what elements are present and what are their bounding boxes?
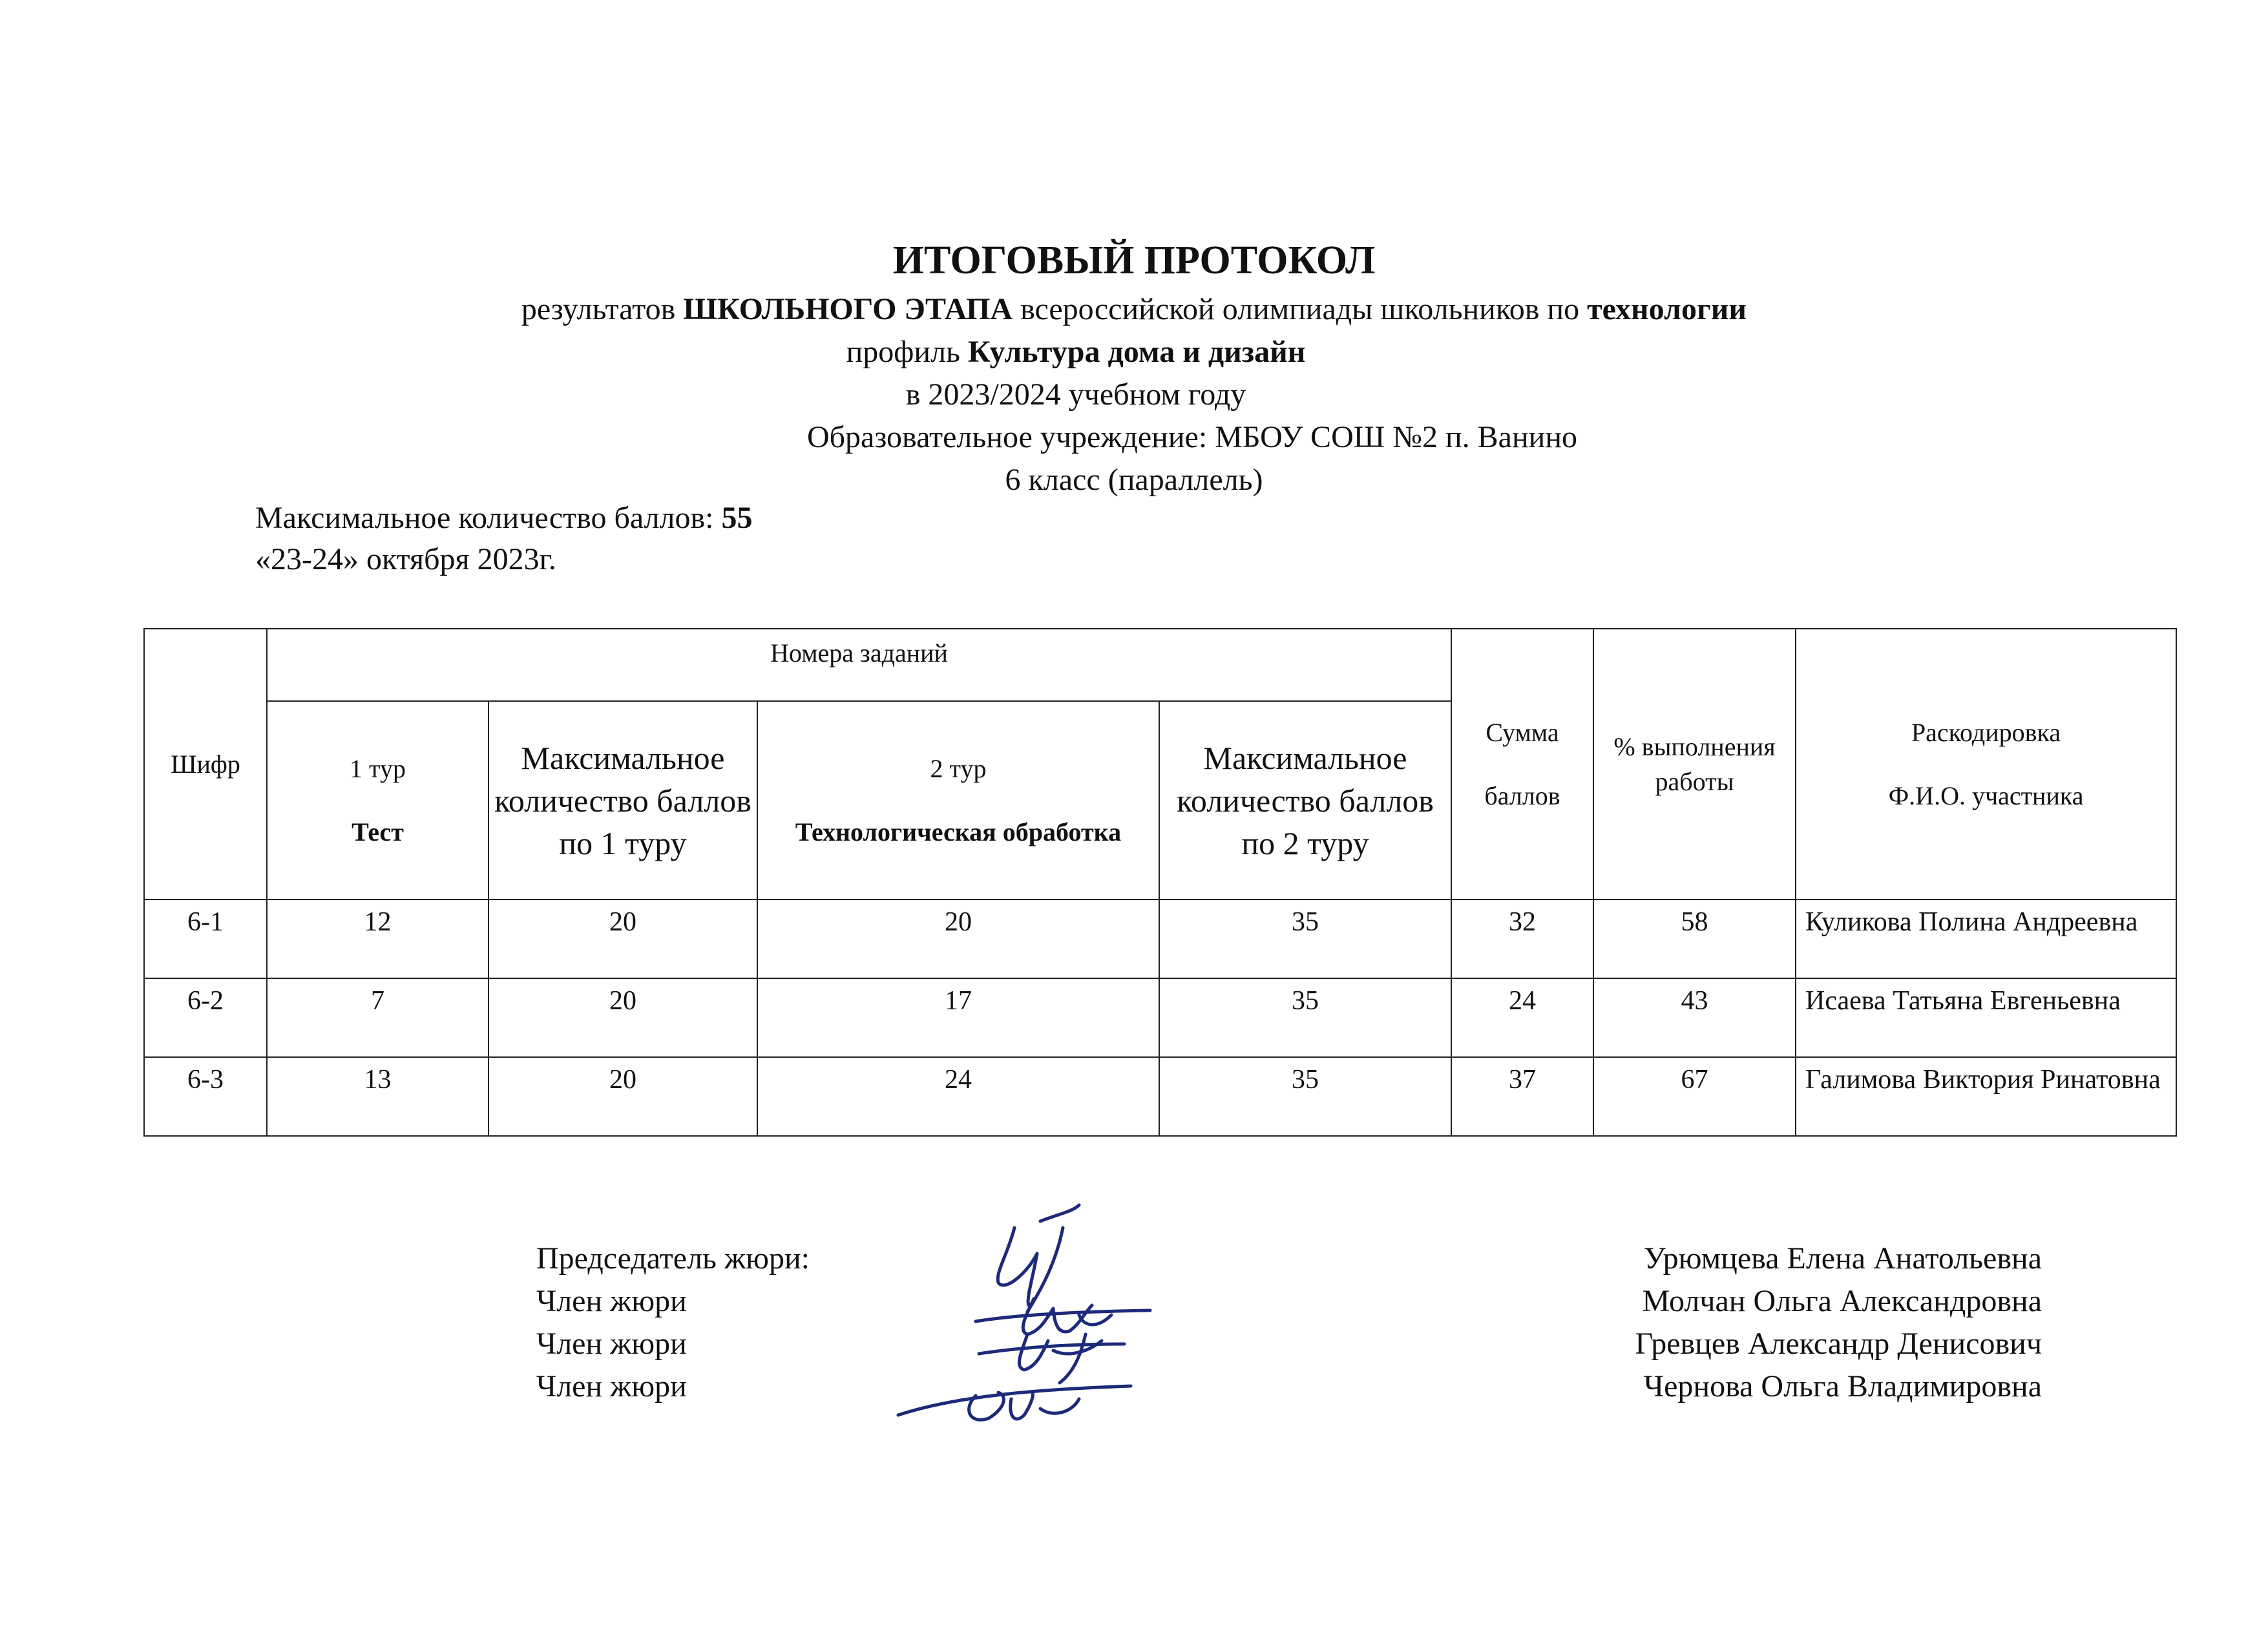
cell-cipher: 6-1: [144, 899, 267, 978]
signature-member-2: [979, 1334, 1124, 1383]
header-sum: [1451, 629, 1593, 899]
cell-tour2: 17: [757, 978, 1159, 1057]
header-decoding: [1796, 629, 2176, 899]
signature-member-1: [976, 1299, 1150, 1334]
jury-signatures: [536, 1237, 2042, 1408]
document-title: ИТОГОВЫЙ ПРОТОКОЛ: [892, 238, 1376, 282]
header-tour2-label: 2 тур: [930, 753, 987, 783]
jury-role: Член жюри: [536, 1284, 687, 1318]
profile-name: Культура дома и дизайн: [967, 335, 1306, 369]
cell-sum: 37: [1451, 1057, 1593, 1136]
header-max-tour2: Максимальное количество баллов по 2 туру: [1159, 701, 1451, 899]
subtitle-text-2: всероссийской олимпиады школьников по: [1013, 292, 1588, 326]
header-percent: % выполнения работы: [1593, 629, 1796, 899]
cell-sum: 24: [1451, 978, 1593, 1057]
subtitle-text-1: результатов: [521, 292, 684, 326]
header-tour1: [267, 701, 488, 899]
header-sum-line1: Сумма: [1486, 717, 1559, 747]
cell-sum: 32: [1451, 899, 1593, 978]
max-score-line: [255, 498, 753, 539]
max-score-label: Максимальное количество баллов:: [255, 501, 722, 535]
school-year: в 2023/2024 учебном году: [905, 377, 1246, 412]
cell-tour2: 24: [757, 1057, 1159, 1136]
jury-row: [536, 1365, 2042, 1408]
cell-participant: Галимова Виктория Ринатовна: [1796, 1057, 2176, 1136]
jury-role: Член жюри: [536, 1327, 687, 1361]
event-date: «23-24» октября 2023г.: [255, 542, 556, 576]
document-header: [0, 233, 2268, 501]
results-table: [143, 628, 2177, 1137]
cell-participant: Куликова Полина Андреевна: [1796, 899, 2176, 978]
cell-max1: 20: [488, 1057, 757, 1136]
header-sum-line2: баллов: [1484, 781, 1560, 810]
handwritten-signatures: [879, 1202, 1215, 1460]
cell-percent: 43: [1593, 978, 1796, 1057]
institution: Образовательное учреждение: МБОУ СОШ №2 п. Ванино: [806, 420, 1578, 454]
cell-max1: 20: [488, 978, 757, 1057]
cell-max1: 20: [488, 899, 757, 978]
profile-line: [0, 331, 2268, 373]
header-tour1-sub: Тест: [352, 817, 404, 846]
cell-cipher: 6-3: [144, 1057, 267, 1136]
cell-max2: 35: [1159, 899, 1451, 978]
cell-max2: 35: [1159, 978, 1451, 1057]
cell-tour1: 12: [267, 899, 488, 978]
table-row: [144, 1057, 2176, 1136]
header-tour2: [757, 701, 1159, 899]
jury-member-name: Гревцев Александр Денисович: [1635, 1327, 2042, 1361]
header-sum-spacer: [1456, 750, 1589, 779]
cell-percent: 67: [1593, 1057, 1796, 1136]
header-decoding-spacer: [1800, 750, 2172, 779]
header-decoding-line2: Ф.И.О. участника: [1888, 781, 2084, 810]
protocol-meta: [255, 498, 753, 580]
header-tour2-sub: Технологическая обработка: [795, 817, 1122, 846]
jury-member-name: Чернова Ольга Владимировна: [1643, 1369, 2042, 1403]
header-max-tour1: Максимальное количество баллов по 1 туру: [488, 701, 757, 899]
cell-tour1: 7: [267, 978, 488, 1057]
jury-role: Член жюри: [536, 1369, 687, 1403]
grade-line: 6 класс (параллель): [1005, 463, 1263, 497]
header-task-numbers: Номера заданий: [267, 629, 1451, 701]
header-decoding-line1: Раскодировка: [1911, 717, 2061, 747]
cell-participant: Исаева Татьяна Евгеньевна: [1796, 978, 2176, 1057]
stage-name: ШКОЛЬНОГО ЭТАПА: [683, 292, 1013, 326]
jury-row: [536, 1323, 2042, 1365]
table-row: [144, 899, 2176, 978]
table-header-row: [144, 629, 2176, 701]
cell-tour1: 13: [267, 1057, 488, 1136]
header-tour2-spacer: [762, 786, 1155, 815]
cell-cipher: 6-2: [144, 978, 267, 1057]
cell-max2: 35: [1159, 1057, 1451, 1136]
jury-row: [536, 1280, 2042, 1323]
table-row: [144, 978, 2176, 1057]
header-cipher: Шифр: [144, 629, 267, 899]
subject-name: технологии: [1587, 292, 1747, 326]
header-tour1-label: 1 тур: [350, 753, 406, 783]
profile-label: профиль: [846, 335, 968, 369]
max-score-value: 55: [721, 501, 753, 535]
jury-row: [536, 1237, 2042, 1280]
cell-tour2: 20: [757, 899, 1159, 978]
jury-member-name: Урюмцева Елена Анатольевна: [1643, 1241, 2042, 1276]
subtitle-line: [0, 288, 2268, 331]
signature-chairman: [998, 1205, 1079, 1312]
jury-member-name: Молчан Ольга Александровна: [1642, 1284, 2042, 1318]
signature-member-3: [898, 1386, 1131, 1420]
header-tour1-spacer: [271, 786, 484, 815]
jury-role: Председатель жюри:: [536, 1241, 810, 1276]
cell-percent: 58: [1593, 899, 1796, 978]
